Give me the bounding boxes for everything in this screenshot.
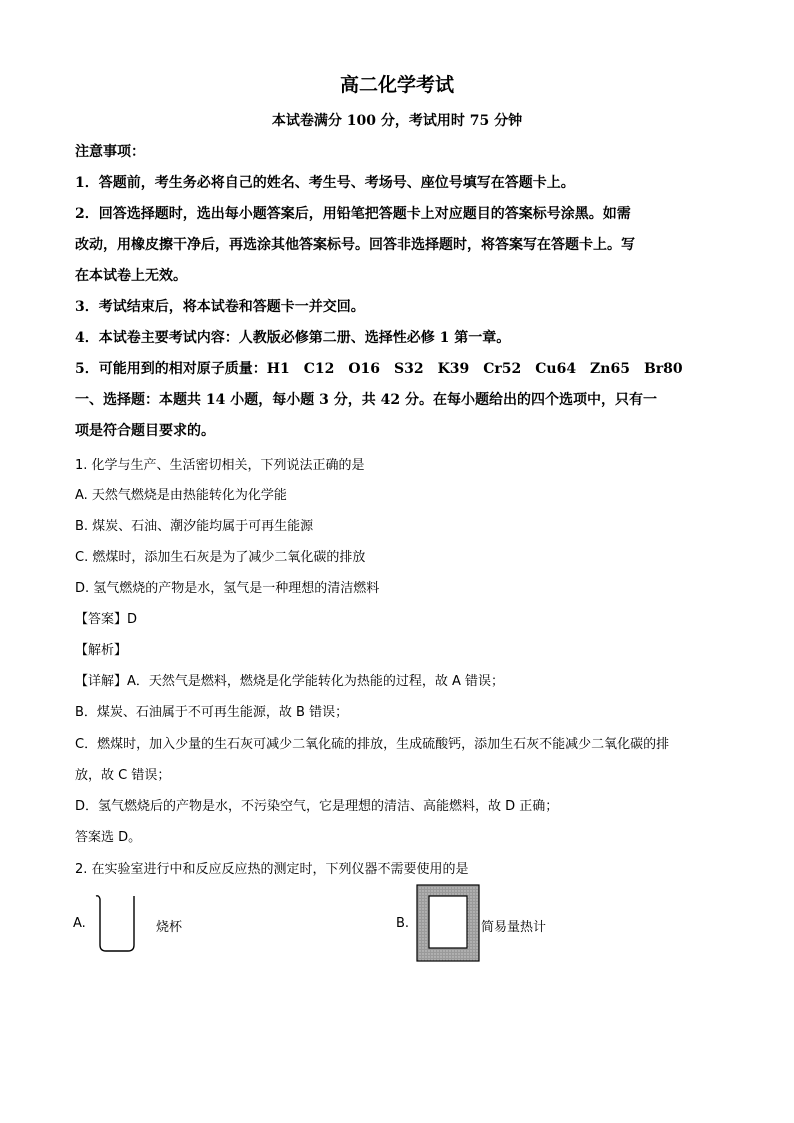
question-2-option-a-text: 烧杯 <box>156 920 183 935</box>
question-2-option-a-label: A. <box>73 916 86 931</box>
question-1-detail-1: 【详解】A．天然气是燃料，燃烧是化学能转化为热能的过程，故 A 错误； <box>75 674 505 689</box>
notes-heading: 注意事项： <box>75 144 145 160</box>
question-1-answer: 【答案】D <box>75 612 138 627</box>
calorimeter-icon <box>416 884 480 962</box>
question-2-stem: 2. 在实验室进行中和反应反应热的测定时，下列仪器不需要使用的是 <box>75 862 469 877</box>
exam-title: 高二化学考试 <box>339 74 454 96</box>
question-1-option-b: B. 煤炭、石油、潮汐能均属于可再生能源 <box>75 519 314 534</box>
question-1-detail-4: D．氢气燃烧后的产物是水，不污染空气，它是理想的清洁、高能燃料，故 D 正确； <box>75 799 559 814</box>
section-1-line-1: 一、选择题：本题共 14 小题，每小题 3 分，共 42 分。在每小题给出的四个选项中，只有一 <box>75 392 657 408</box>
exam-subtitle: 本试卷满分 100 分，考试用时 75 分钟 <box>271 113 523 129</box>
question-1-option-d: D. 氢气燃烧的产物是水，氢气是一种理想的清洁燃料 <box>75 581 380 596</box>
note-item-2-line-2: 改动，用橡皮擦干净后，再选涂其他答案标号。回答非选择题时，将答案写在答题卡上。写 <box>75 237 635 253</box>
question-1-detail-3-line-2: 放，故 C 错误； <box>75 768 171 783</box>
beaker-icon <box>94 893 140 955</box>
question-1-detail-3-line-1: C．燃煤时，加入少量的生石灰可减少二氧化硫的排放，生成硫酸钙，添加生石灰不能减少二氧化碳的排 <box>75 737 670 752</box>
note-item-4: 4．本试卷主要考试内容：人教版必修第二册、选择性必修 1 第一章。 <box>75 330 511 346</box>
note-item-5: 5．可能用到的相对原子质量：H1 C12 O16 S32 K39 Cr52 Cu64 Zn65 Br80 <box>75 361 683 377</box>
question-1-conclusion: 答案选 D。 <box>75 830 142 845</box>
note-item-3: 3．考试结束后，将本试卷和答题卡一并交回。 <box>75 299 365 315</box>
section-1-line-2: 项是符合题目要求的。 <box>75 423 215 439</box>
question-1-option-c: C. 燃煤时，添加生石灰是为了减少二氧化碳的排放 <box>75 550 366 565</box>
question-1-stem: 1. 化学与生产、生活密切相关，下列说法正确的是 <box>75 458 365 473</box>
question-1-detail-2: B．煤炭、石油属于不可再生能源，故 B 错误； <box>75 705 349 720</box>
note-item-2-line-1: 2．回答选择题时，选出每小题答案后，用铅笔把答题卡上对应题目的答案标号涂黑。如需 <box>75 206 631 222</box>
question-2-option-b-label: B. <box>396 916 410 931</box>
question-2-option-b-text: 简易量热计 <box>481 920 547 935</box>
note-item-2-line-3: 在本试卷上无效。 <box>75 268 187 284</box>
note-item-1: 1．答题前，考生务必将自己的姓名、考生号、考场号、座位号填写在答题卡上。 <box>75 175 575 191</box>
question-1-analysis-label: 【解析】 <box>75 643 128 658</box>
question-1-option-a: A. 天然气燃烧是由热能转化为化学能 <box>75 488 287 503</box>
